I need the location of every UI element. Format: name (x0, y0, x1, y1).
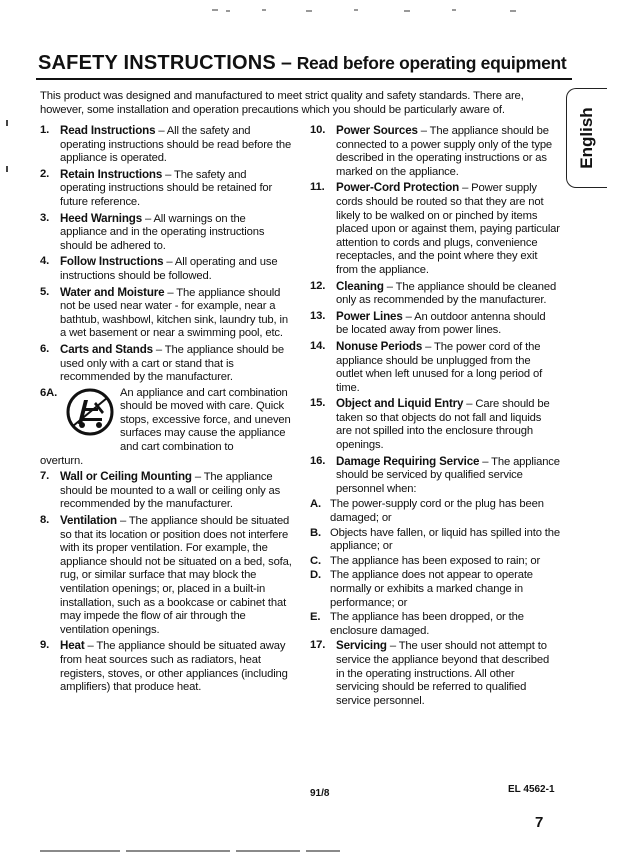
language-tab-label: English (577, 107, 596, 169)
item-text: The power-supply cord or the plug has been damaged; or (330, 498, 544, 525)
item-heading: Follow Instructions (60, 255, 164, 269)
item-heading: Nonuse Periods (336, 339, 423, 353)
item-number: 7. (40, 470, 50, 483)
item-17-heading: Servicing (336, 639, 387, 653)
item-heading: Power Lines (336, 309, 403, 323)
item-number: B. (310, 526, 321, 539)
service-condition-item (310, 498, 560, 525)
item-number: 5. (40, 285, 50, 298)
item-text: – The appliance should be mounted to a wall or ceiling only as recommended by the manufacturer. (60, 471, 281, 511)
item-number: 16. (310, 454, 326, 467)
item-heading: Read Instructions (60, 124, 156, 137)
scan-marks-bottom (0, 846, 626, 856)
item-17 (310, 639, 560, 708)
instruction-item (40, 470, 292, 512)
item-6a-tail: overturn. (40, 454, 84, 467)
title-dash: – (275, 52, 297, 74)
scan-marks-top (0, 0, 626, 20)
item-heading: Carts and Stands (60, 342, 153, 356)
item-6a-number: 6A. (40, 386, 58, 399)
service-condition-item (310, 555, 560, 569)
item-text: The appliance has been exposed to rain; or (330, 554, 541, 567)
instruction-item (40, 124, 292, 166)
intro-paragraph: This product was designed and manufactured to meet strict quality and safety standards. There are, however, some installation and operation precautions which you should be particularly aware of. (40, 90, 524, 116)
item-number: 6. (40, 342, 50, 355)
item-number: A. (310, 498, 321, 511)
item-6a (40, 387, 292, 469)
item-text: – The appliance should be cleaned only as recommended by the manufacturer. (336, 280, 557, 307)
item-text: – Power supply cords should be routed so that they are not likely to be walked on or pinched by items placed upon or against them, paying particular attention to cords and plugs, convenience receptacles, and the point where they exit from the appliance. (336, 182, 560, 276)
item-number: D. (310, 569, 321, 582)
item-number: 12. (310, 279, 326, 292)
instruction-item (310, 455, 560, 497)
item-number: 10. (310, 124, 326, 136)
item-heading: Heat (60, 639, 85, 653)
left-list-1 (40, 124, 292, 385)
title-sub: Read before operating equipment (296, 53, 567, 73)
item-number: C. (310, 554, 321, 567)
margin-mark (6, 166, 8, 172)
instruction-item (310, 340, 560, 395)
item-text: The appliance has been dropped, or the enclosure damaged. (330, 611, 524, 637)
footer-code-right: EL 4562-1 (508, 784, 555, 795)
item-heading: Ventilation (60, 514, 117, 528)
item-heading: Object and Liquid Entry (336, 397, 464, 411)
instruction-item (40, 168, 292, 210)
instruction-item (40, 212, 292, 254)
item-number: 3. (40, 211, 50, 224)
item-text: – Care should be taken so that objects do not fall and liquids are not spilled into the enclosure through openings. (336, 398, 550, 452)
item-heading: Wall or Ceiling Mounting (60, 470, 192, 484)
item-text: – All warnings on the appliance and in the operating instructions should be adhered to. (60, 212, 265, 252)
service-condition-item (310, 611, 560, 638)
item-number: 4. (40, 255, 50, 268)
item-heading: Power Sources (336, 124, 418, 137)
left-list-2 (40, 470, 292, 695)
item-number: 14. (310, 339, 326, 352)
item-text: Objects have fallen, or liquid has spilled into the appliance; or (330, 526, 560, 553)
item-heading: Heed Warnings (60, 211, 143, 225)
page-number: 7 (535, 814, 544, 831)
item-heading: Damage Requiring Service (336, 454, 480, 468)
instruction-item (40, 639, 292, 694)
item-text: – The appliance should be serviced by qualified service personnel when: (336, 455, 560, 495)
item-number: 13. (310, 309, 326, 322)
item-17-text: – The user should not attempt to service the appliance beyond that described in the operating instructions. All other servicing should be referred to qualified service personnel. (336, 640, 550, 707)
instruction-item (40, 343, 292, 385)
left-column (40, 124, 292, 697)
item-text: The appliance does not appear to operate normally or exhibits a marked change in performance; or (330, 569, 533, 609)
item-number: 15. (310, 397, 326, 410)
item-text: – The power cord of the appliance should be unplugged from the outlet when left unused for a long period of time. (336, 340, 543, 394)
right-column (310, 124, 560, 710)
instruction-item (310, 397, 560, 452)
title-rule (36, 78, 572, 80)
item-text: – The appliance should be situated away from heat sources such as radiators, heat registers, stoves, or other appliances (including amplifiers) that produce heat. (60, 640, 288, 694)
item-text: – The appliance should not be used near water - for example, near a bathtub, washbowl, kitchen sink, laundry tub, in a wet basement or near a swimming pool, etc. (60, 286, 288, 340)
page-title (38, 52, 578, 75)
item-number: 11. (310, 181, 325, 194)
item-text: – The appliance should be connected to a power supply only of the type described in the operating instructions or as marked on the appliance. (336, 125, 553, 178)
item-number: 1. (40, 124, 50, 136)
instruction-item (310, 280, 560, 308)
service-condition-item (310, 527, 560, 554)
item-text: – The appliance should be used only with a cart or stand that is recommended by the manufacturer. (60, 343, 284, 384)
item-number: 9. (40, 639, 50, 652)
title-main: SAFETY INSTRUCTIONS (38, 52, 276, 74)
instruction-item (40, 514, 292, 637)
item-text: – All operating and use instructions should be followed. (60, 256, 278, 282)
item-heading: Water and Moisture (60, 285, 165, 299)
instruction-item (310, 310, 560, 338)
footer-code-left: 91/8 (310, 788, 330, 799)
margin-mark (6, 120, 8, 126)
item-text: – The appliance should be situated so that its location or position does not interfere with its proper ventilation. For example, the appliance should not be situated on a bed, sofa, rug, or similar surface that may block the ventilation openings; or, placed in a built-in installation, such as a bookcase or cabinet that may impede the flow of air through the ventilation openings. (60, 515, 292, 636)
item-heading: Retain Instructions (60, 167, 163, 181)
item-heading: Power-Cord Protection (336, 181, 460, 195)
item-number: 8. (40, 514, 50, 527)
language-tab (566, 88, 607, 188)
item-text: – An outdoor antenna should be located away from power lines. (336, 310, 546, 337)
item-6a-text: An appliance and cart combination should be moved with care. Quick stops, excessive force, and uneven surfaces may cause the appliance and cart combination to (120, 386, 291, 454)
instruction-item (310, 124, 560, 179)
item-17-number: 17. (310, 639, 326, 652)
item-number: E. (310, 611, 321, 624)
item-heading: Cleaning (336, 279, 384, 293)
instruction-item (310, 181, 560, 277)
service-condition-item (310, 569, 560, 610)
item-text: – The safety and operating instructions should be retained for future reference. (60, 168, 273, 208)
instruction-item (40, 286, 292, 341)
service-conditions-list (310, 498, 560, 638)
cart-warning-icon (66, 388, 114, 436)
instruction-item (40, 255, 292, 283)
right-list (310, 124, 560, 496)
item-text: – All the safety and operating instructions should be read before the appliance is operated. (60, 125, 292, 165)
item-number: 2. (40, 167, 50, 180)
